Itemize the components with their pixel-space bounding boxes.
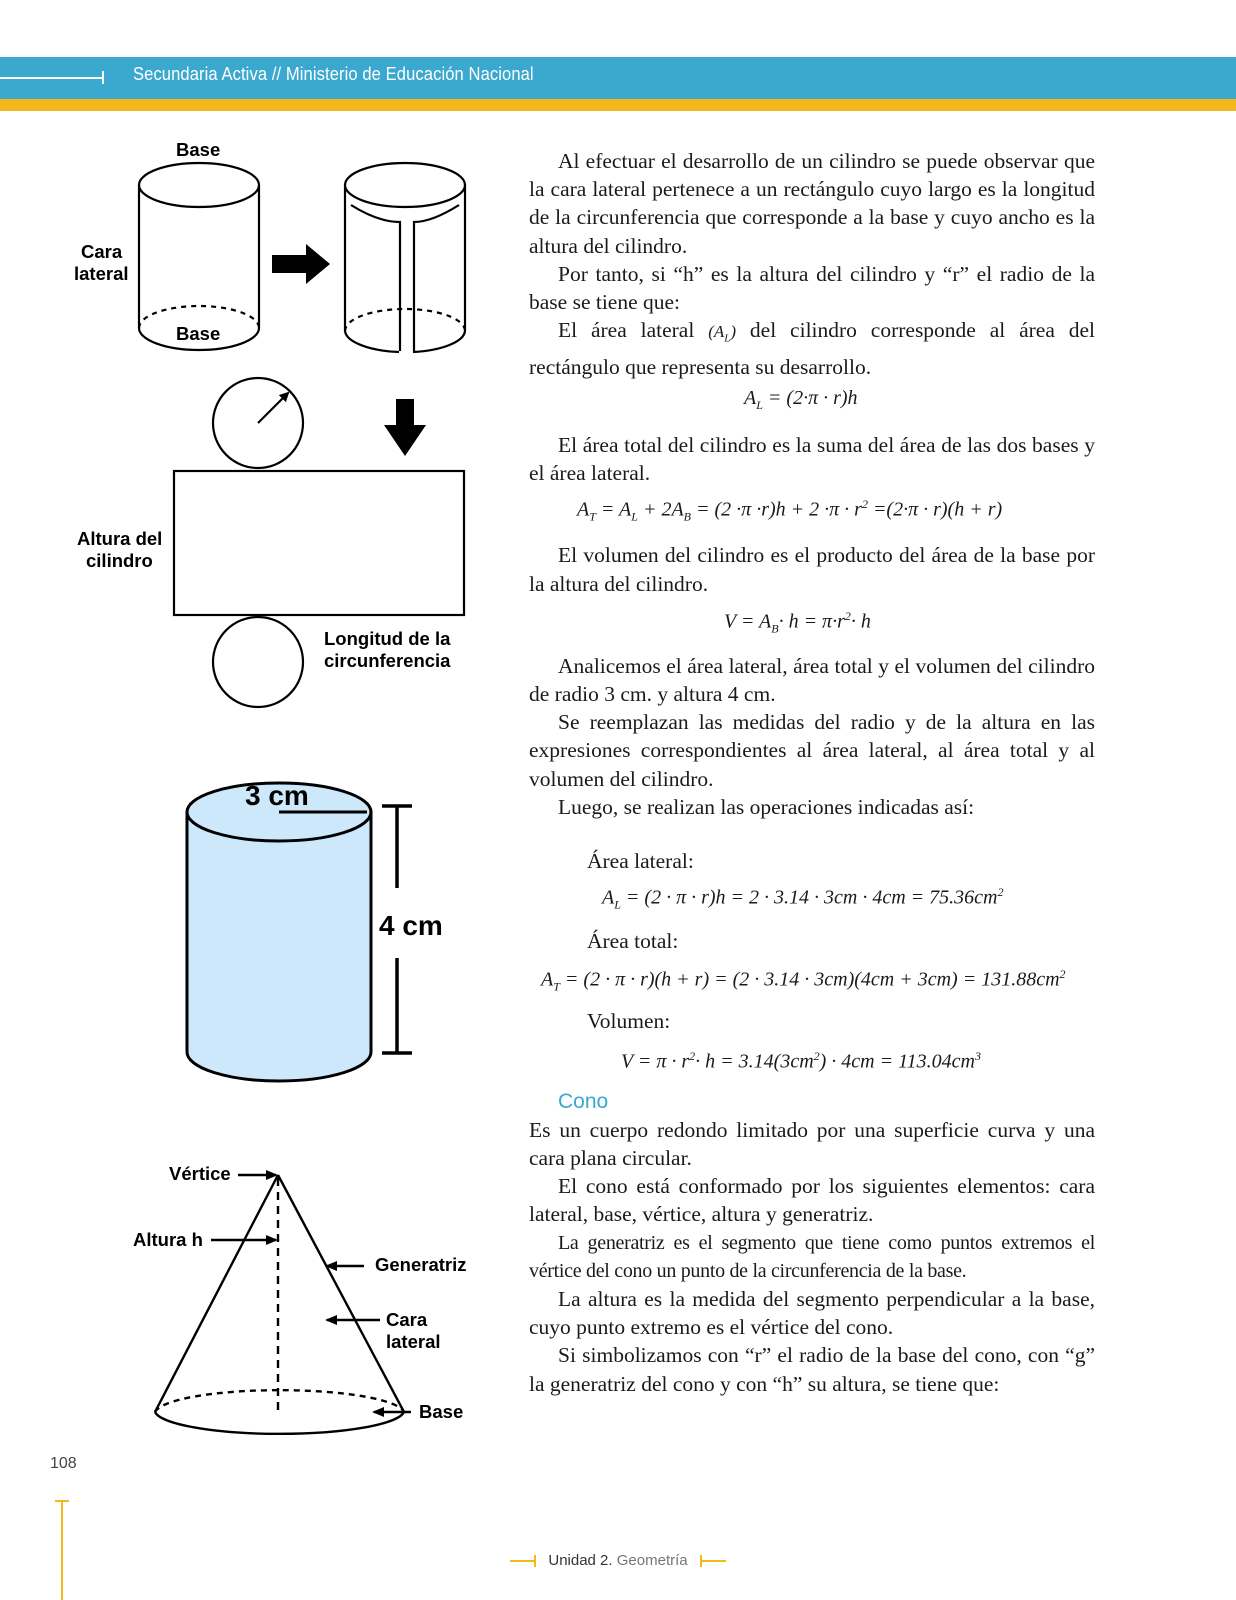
label-cara-lateral: Cara bbox=[81, 241, 123, 262]
height-label: 4 cm bbox=[379, 910, 443, 941]
radius-label: 3 cm bbox=[245, 780, 309, 811]
label-longitud-2: circunferencia bbox=[324, 650, 451, 671]
section-title-cono: Cono bbox=[558, 1089, 609, 1113]
footer-right-rule bbox=[700, 1560, 726, 1562]
area-lateral-text-b: del cilindro corresponde al área del rectángulo que representa su desarrollo. bbox=[529, 318, 1096, 379]
paragraph-volumen: El volumen del cilindro es el producto del área de la base por la altura del cilindro. bbox=[529, 543, 1095, 596]
paragraph-desarrollo: Al efectuar el desarrollo de un cilindro se puede observar que la cara lateral pertenece a un rectángulo cuyo largo es la longitud de la circunferencia que corresponde a la base y cuyo ancho es la altura del cilindro. bbox=[529, 149, 1095, 258]
equation-area-lateral-example: $A_L = (2 \cdot \pi \cdot r)h = 2 \cdot 3.14 \cdot 3cm \cdot 4cm = 75.36cm^2$ bbox=[602, 885, 1004, 912]
paragraph-luego: Luego, se realizan las operaciones indicadas así: bbox=[558, 794, 975, 819]
label-altura-cilindro: Altura del bbox=[77, 528, 163, 549]
label-longitud: Longitud de la bbox=[324, 628, 451, 649]
equation-volumen-example: $V = \pi \cdot r^2\cdot h = 3.14(3cm^2) \cdot 4cm = 113.04cm^3$ bbox=[621, 1048, 981, 1073]
footer bbox=[0, 1552, 1236, 1569]
paragraph-reemplazan: Se reemplazan las medidas del radio y de la altura en las expresiones correspondientes al área lateral, al área total y al volumen del cilindro. bbox=[529, 710, 1095, 791]
label-base-cone: Base bbox=[419, 1401, 464, 1422]
equation-area-lateral: $A_L = (2\cdot\pi \cdot r)h$ bbox=[744, 387, 858, 413]
footer-topic: Geometría bbox=[616, 1552, 688, 1569]
footer-unit: Unidad 2. bbox=[548, 1552, 613, 1569]
paragraph-cono-elementos: El cono está conformado por los siguientes elementos: cara lateral, base, vértice, altura y generatriz. bbox=[529, 1174, 1095, 1227]
paragraph-simbolizamos: Si simbolizamos con “r” el radio de la base del cono, con “g” la generatriz del cono y con “h” su altura, se tiene que: bbox=[529, 1343, 1095, 1396]
paragraph-generatriz: La generatriz es el segmento que tiene como puntos extremos el vértice del cono un punto de la circunferencia de la base. bbox=[529, 1231, 1095, 1282]
label-area-total: Área total: bbox=[587, 929, 679, 954]
equation-volumen: $V = A_B\cdot h = \pi\cdot r^2\cdot h$ bbox=[724, 608, 871, 636]
paragraph-area-total: El área total del cilindro es la suma del área de las dos bases y el área lateral. bbox=[529, 433, 1095, 486]
paragraph-altura-cono: La altura es la medida del segmento perpendicular a la base, cuyo punto extremo es el vértice del cono. bbox=[529, 1287, 1095, 1340]
label-cara-lateral-2: lateral bbox=[74, 263, 129, 284]
equation-area-total: $A_T = A_L + 2A_B = (2 \cdot\pi \cdot r)h + 2 \cdot\pi \cdot r^2 =(2\cdot\pi \cdot r)(h + r)$ bbox=[577, 497, 1003, 525]
label-base-top: Base bbox=[176, 139, 221, 160]
area-lateral-text-a: El área lateral bbox=[558, 318, 695, 343]
label-altura-h: Altura h bbox=[133, 1229, 203, 1250]
header-title: Secundaria Activa // Ministerio de Educación Nacional bbox=[133, 64, 534, 84]
label-altura-cilindro-2: cilindro bbox=[86, 550, 153, 571]
paragraph-analicemos: Analicemos el área lateral, área total y el volumen del cilindro de radio 3 cm. y altura 4 cm. bbox=[529, 653, 1095, 707]
label-cara-lateral-cone-2: lateral bbox=[386, 1331, 441, 1352]
area-lateral-symbol: $(A_L)$ bbox=[708, 322, 737, 345]
label-area-lateral: Área lateral: bbox=[587, 849, 694, 874]
page-number: 108 bbox=[50, 1455, 77, 1472]
label-volumen: Volumen: bbox=[587, 1009, 671, 1034]
paragraph-area-lateral bbox=[529, 316, 1095, 381]
text-column bbox=[529, 147, 1095, 1398]
label-generatriz: Generatriz bbox=[375, 1254, 467, 1275]
footer-left-rule bbox=[510, 1560, 536, 1562]
label-cara-lateral-cone: Cara bbox=[386, 1309, 428, 1330]
label-vertice: Vértice bbox=[169, 1163, 231, 1184]
footer-margin-line bbox=[61, 1500, 63, 1600]
label-base-bottom: Base bbox=[176, 323, 221, 344]
equation-area-total-example: $A_T = (2 \cdot \pi \cdot r)(h + r) = (2 \cdot 3.14 \cdot 3cm)(4cm + 3cm) = 131.88cm^2$ bbox=[541, 967, 1066, 995]
paragraph-cono-definicion: Es un cuerpo redondo limitado por una superficie curva y una cara plana circular. bbox=[529, 1117, 1095, 1171]
paragraph-por-tanto: Por tanto, si “h” es la altura del cilindro y “r” el radio de la base se tiene que: bbox=[529, 261, 1095, 315]
